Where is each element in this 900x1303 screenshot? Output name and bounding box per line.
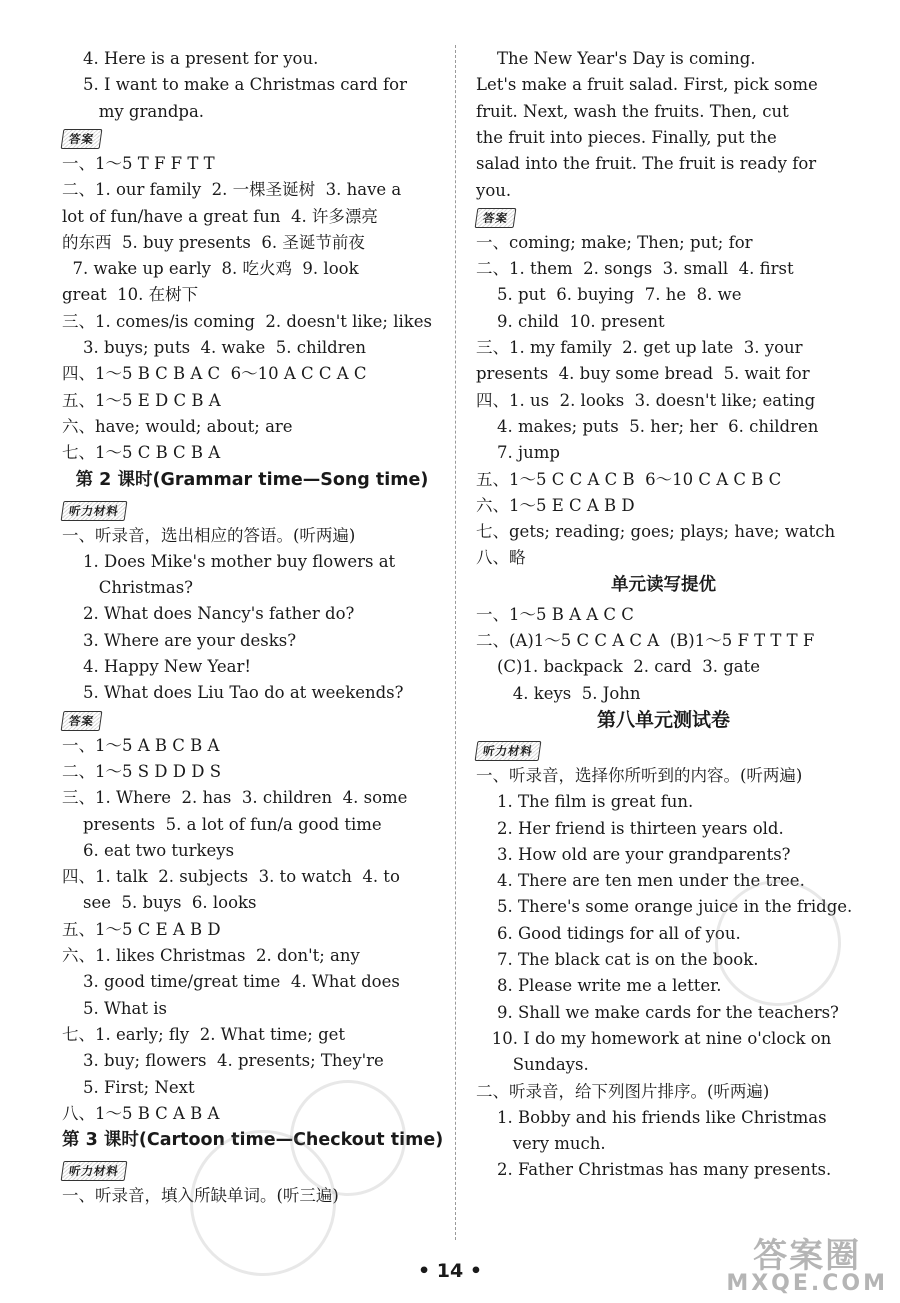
text-line: 一、1～5 T F F T T — [62, 153, 215, 173]
text-line: Sundays. — [476, 1055, 589, 1075]
text-line: 三、1. my family 2. get up late 3. your — [476, 338, 803, 357]
text-line: 6. Good tidings for all of you. — [476, 923, 741, 943]
text-line: Christmas? — [62, 578, 194, 598]
page-number: • 14 • — [418, 1260, 482, 1282]
column-divider — [455, 45, 456, 1240]
text-line: 一、听录音，选出相应的答语。(听两遍) — [62, 525, 356, 545]
text-line: see 5. buys 6. looks — [62, 893, 257, 913]
text-line: 五、1～5 E D C B A — [62, 390, 221, 410]
text-line: 3. good time/great time 4. What does — [62, 972, 400, 992]
text-line: 5. There's some orange juice in the fridge. — [476, 897, 853, 917]
text-line: 4. Happy New Year! — [62, 657, 252, 676]
text-line: Let's make a fruit salad. First, pick some — [476, 75, 818, 95]
text-line: 4. Here is a present for you. — [62, 49, 319, 68]
text-line: 一、听录音，填入所缺单词。(听三遍) — [62, 1186, 339, 1206]
text-line: 5. put 6. buying 7. he 8. we — [476, 285, 742, 305]
text-line: 9. child 10. present — [476, 311, 665, 331]
text-line: 七、1. early; fly 2. What time; get — [62, 1024, 346, 1044]
section-badge: 听力材料 — [61, 1161, 128, 1181]
text-line: 四、1～5 B C B A C 6～10 A C C A C — [62, 364, 367, 384]
section-badge: 听力材料 — [61, 501, 128, 521]
section-badge: 答案 — [475, 208, 517, 228]
section-heading: 第 3 课时(Cartoon time—Checkout time) — [62, 1130, 444, 1151]
text-line: 二、听录音，给下列图片排序。(听两遍) — [476, 1081, 770, 1101]
text-line: 五、1～5 C E A B D — [62, 919, 221, 939]
watermark-logo-top: 答案圈 — [753, 1236, 862, 1276]
text-line: 2. What does Nancy's father do? — [62, 604, 355, 624]
text-line: 3. buy; flowers 4. presents; They're — [62, 1051, 384, 1071]
text-line: The New Year's Day is coming. — [476, 49, 756, 68]
text-line: 一、coming; make; Then; put; for — [476, 232, 753, 252]
text-line: 2. Her friend is thirteen years old. — [476, 818, 784, 838]
section-badge: 答案 — [61, 711, 103, 731]
text-line: 5. First; Next — [62, 1077, 195, 1097]
text-line: 六、have; would; about; are — [62, 416, 293, 436]
section-badge: 答案 — [61, 129, 103, 149]
watermark-logo-bottom: MXQE.COM — [726, 1271, 888, 1296]
text-line: 10. I do my homework at nine o'clock on — [476, 1028, 832, 1048]
text-line: (C)1. backpack 2. card 3. gate — [476, 657, 761, 677]
text-line: 5. What is — [62, 998, 168, 1018]
text-line: 八、1～5 B C A B A — [62, 1103, 220, 1123]
text-line: 7. wake up early 8. 吃火鸡 9. look — [62, 259, 359, 279]
text-line: very much. — [476, 1134, 606, 1154]
text-line: 4. There are ten men under the tree. — [476, 871, 805, 891]
text-line: 1. Bobby and his friends like Christmas — [476, 1107, 827, 1127]
text-line: 7. jump — [476, 443, 560, 463]
text-line: the fruit into pieces. Finally, put the — [476, 127, 777, 147]
text-line: 3. Where are your desks? — [62, 630, 297, 650]
text-line: 3. buys; puts 4. wake 5. children — [62, 338, 366, 357]
text-line: 八、略 — [476, 548, 526, 568]
text-line: 的东西 5. buy presents 6. 圣诞节前夜 — [62, 232, 365, 252]
watermark-logo — [726, 1236, 888, 1296]
text-line: fruit. Next, wash the fruits. Then, cut — [476, 101, 789, 121]
text-line: 1. Does Mike's mother buy flowers at — [62, 551, 396, 571]
text-line: 三、1. Where 2. has 3. children 4. some — [62, 788, 408, 808]
text-line: 七、1～5 C B C B A — [62, 443, 221, 463]
text-line: 二、(A)1～5 C C A C A (B)1～5 F T T T F — [476, 631, 815, 650]
text-line: 六、1～5 E C A B D — [476, 495, 635, 515]
text-line: 二、1. them 2. songs 3. small 4. first — [476, 259, 794, 279]
text-line: 9. Shall we make cards for the teachers? — [476, 1002, 839, 1022]
text-line: 三、1. comes/is coming 2. doesn't like; likes — [62, 311, 433, 331]
text-line: 4. makes; puts 5. her; her 6. children — [476, 416, 819, 436]
text-line: 5. What does Liu Tao do at weekends? — [62, 683, 404, 703]
section-heading: 第 2 课时(Grammar time—Song time) — [75, 469, 429, 490]
text-line: 一、1～5 A B C B A — [62, 735, 220, 755]
text-line: 六、1. likes Christmas 2. don't; any — [62, 946, 360, 965]
text-line: my grandpa. — [62, 101, 205, 121]
text-line: 五、1～5 C C A C B 6～10 C A C B C — [476, 469, 782, 489]
text-line: 7. The black cat is on the book. — [476, 950, 759, 969]
text-line: great 10. 在树下 — [62, 285, 199, 305]
text-line: 4. keys 5. John — [476, 683, 641, 703]
section-heading: 单元读写提优 — [611, 574, 716, 595]
text-line: you. — [476, 180, 512, 200]
section-badge: 听力材料 — [475, 741, 542, 761]
text-line: 四、1. talk 2. subjects 3. to watch 4. to — [62, 867, 400, 887]
text-line: presents 5. a lot of fun/a good time — [62, 814, 382, 834]
text-line: 6. eat two turkeys — [62, 840, 235, 860]
text-line: 一、听录音，选择你所听到的内容。(听两遍) — [476, 765, 803, 785]
text-line: 3. How old are your grandparents? — [476, 844, 791, 864]
text-line: 5. I want to make a Christmas card for — [62, 75, 407, 95]
text-line: 二、1～5 S D D D S — [62, 761, 222, 781]
text-line: lot of fun/have a great fun 4. 许多漂亮 — [62, 206, 378, 226]
text-line: 四、1. us 2. looks 3. doesn't like; eating — [476, 390, 816, 410]
text-line: 一、1～5 B A A C C — [476, 604, 634, 624]
text-line: salad into the fruit. The fruit is ready for — [476, 154, 817, 174]
text-line: 8. Please write me a letter. — [476, 976, 722, 996]
text-line: presents 4. buy some bread 5. wait for — [476, 364, 810, 384]
text-line: 七、gets; reading; goes; plays; have; watch — [476, 522, 836, 542]
text-line: 2. Father Christmas has many presents. — [476, 1160, 832, 1180]
section-heading: 第八单元测试卷 — [596, 708, 730, 731]
text-line: 二、1. our family 2. 一棵圣诞树 3. have a — [62, 180, 402, 200]
text-line: 1. The film is great fun. — [476, 792, 694, 812]
